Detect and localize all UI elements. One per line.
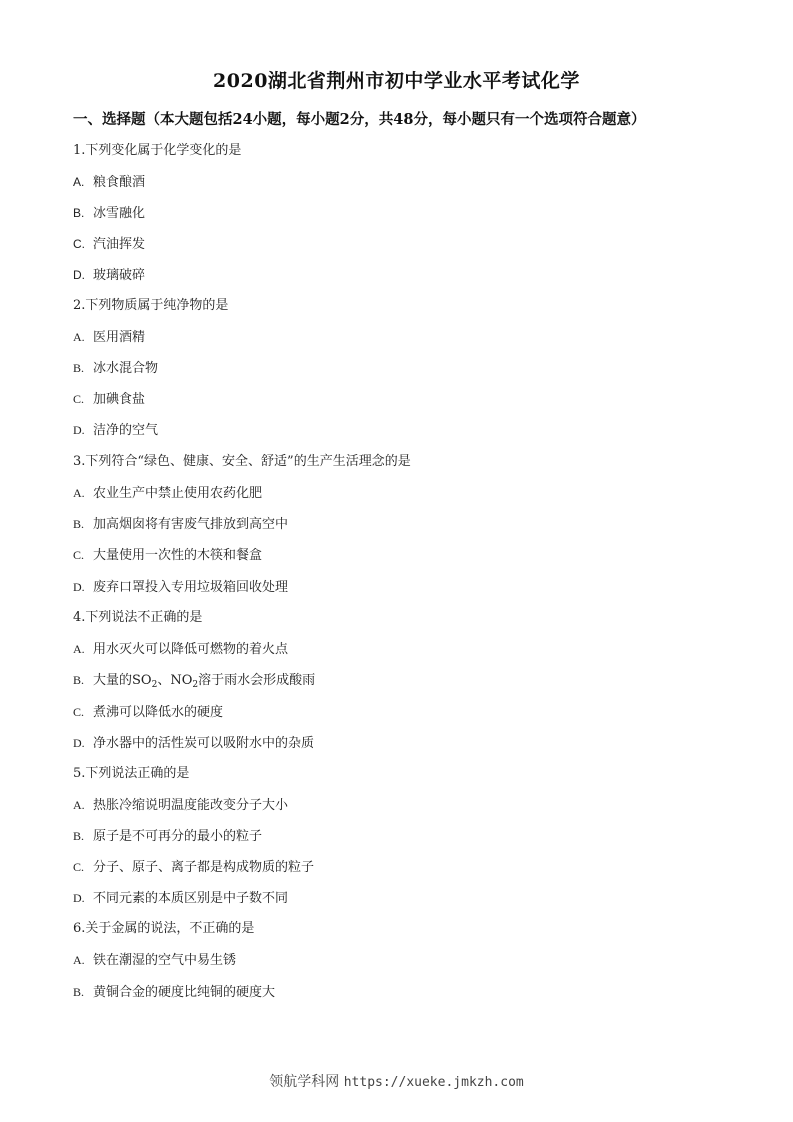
question-3-option-a: A. 农业生产中禁止使用农药化肥 bbox=[73, 486, 263, 501]
page-footer bbox=[0, 1071, 793, 1091]
question-1-option-a: A. 粮食酿酒 bbox=[73, 175, 146, 190]
question-4-option-a: A. 用水灭火可以降低可燃物的着火点 bbox=[73, 642, 289, 657]
question-2-option-a: A. 医用酒精 bbox=[73, 330, 146, 345]
question-6-stem: 6.关于金属的说法，不正确的是 bbox=[73, 921, 255, 936]
question-1-stem: 1.下列变化属于化学变化的是 bbox=[73, 143, 242, 158]
footer-url-link[interactable]: https://xueke.jmkzh.com bbox=[343, 1075, 524, 1090]
question-4-stem: 4.下列说法不正确的是 bbox=[73, 610, 203, 625]
question-2-option-c: C. 加碘食盐 bbox=[73, 392, 146, 407]
page-title: 2020湖北省荆州市初中学业水平考试化学 bbox=[213, 70, 580, 92]
question-3-option-c: C. 大量使用一次性的木筷和餐盒 bbox=[73, 548, 263, 563]
question-5-stem: 5.下列说法正确的是 bbox=[73, 766, 190, 781]
question-1-option-c: C. 汽油挥发 bbox=[73, 237, 146, 252]
question-1-option-b: B. 冰雪融化 bbox=[73, 206, 146, 221]
question-1-option-d: D. 玻璃破碎 bbox=[73, 268, 146, 283]
question-5-option-d: D. 不同元素的本质区别是中子数不同 bbox=[73, 891, 289, 906]
question-2-option-b: B. 冰水混合物 bbox=[73, 361, 159, 376]
question-5-option-a: A. 热胀冷缩说明温度能改变分子大小 bbox=[73, 798, 289, 813]
question-3-stem: 3.下列符合“绿色、健康、安全、舒适”的生产生活理念的是 bbox=[73, 454, 411, 469]
question-3-option-d: D. 废弃口罩投入专用垃圾箱回收处理 bbox=[73, 580, 289, 595]
question-2-stem: 2.下列物质属于纯净物的是 bbox=[73, 298, 229, 313]
section-heading: 一、选择题（本大题包括24小题，每小题2分，共48分，每小题只有一个选项符合题意） bbox=[73, 111, 646, 128]
question-5-option-b: B. 原子是不可再分的最小的粒子 bbox=[73, 829, 263, 844]
question-6-option-a: A. 铁在潮湿的空气中易生锈 bbox=[73, 953, 237, 968]
question-5-option-c: C. 分子、原子、离子都是构成物质的粒子 bbox=[73, 860, 315, 875]
question-3-option-b: B. 加高烟囱将有害废气排放到高空中 bbox=[73, 517, 289, 532]
question-2-option-d: D. 洁净的空气 bbox=[73, 423, 159, 438]
question-4-option-b: B. 大量的$SO_2$、$NO_2$溶于雨水会形成酸雨 bbox=[73, 673, 316, 690]
question-4-option-c: C. 煮沸可以降低水的硬度 bbox=[73, 705, 224, 720]
question-4-option-d: D. 净水器中的活性炭可以吸附水中的杂质 bbox=[73, 736, 315, 751]
question-6-option-b: B. 黄铜合金的硬度比纯铜的硬度大 bbox=[73, 985, 276, 1000]
footer-site-name: 领航学科网 bbox=[269, 1074, 340, 1090]
